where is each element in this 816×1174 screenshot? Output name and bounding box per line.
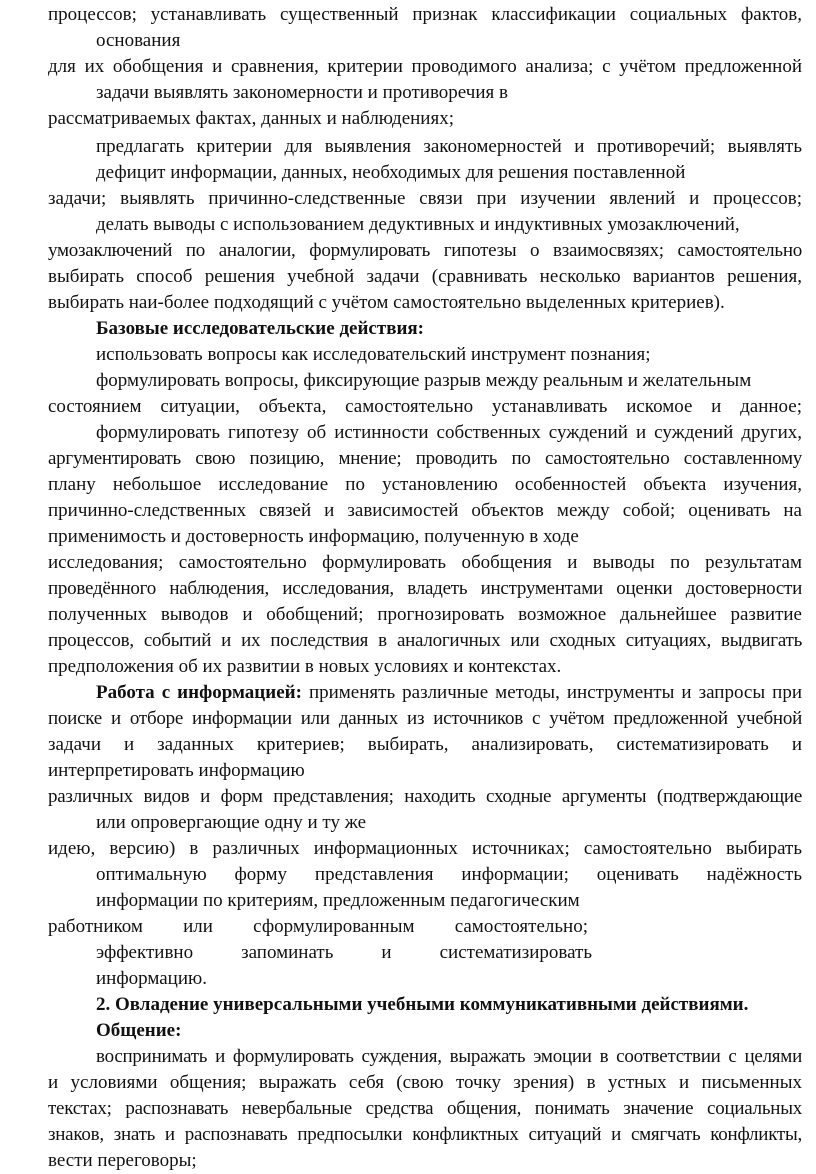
text-line: знаков, знать и распознавать предпосылки конфликтных ситуаций и смягчать конфликты, [48, 1124, 802, 1145]
text-line: основания [96, 30, 181, 51]
text-line: формулировать вопросы, фиксирующие разрыв между реальным и желательным [96, 370, 752, 391]
text-line: или опровергающие одну и ту же [96, 812, 366, 833]
text-line: аргументировать свою позицию, мнение; проводить по самостоятельно составленному [48, 448, 802, 469]
text-line: эффективно запоминать и систематизировать [96, 942, 592, 963]
text-line: процессов; устанавливать существенный признак классификации социальных фактов, [48, 4, 802, 25]
text-line [96, 680, 802, 706]
text-line: интерпретировать информацию [48, 760, 305, 781]
section-heading: 2. Овладение универсальными учебными коммуникативными действиями. [96, 994, 749, 1015]
text-line: состоянием ситуации, объекта, самостоятельно устанавливать искомое и данное; [48, 396, 802, 417]
text-line: идею, версию) в различных информационных источниках; самостоятельно выбирать [48, 838, 802, 859]
text-line: и условиями общения; выражать себя (свою точку зрения) в устных и письменных [48, 1072, 802, 1093]
text-line: выбирать наи-более подходящий с учётом самостоятельно выделенных критериев). [48, 292, 725, 313]
section-heading-inline: Работа с информацией: [96, 682, 302, 703]
text-line: рассматриваемых фактах, данных и наблюдениях; [48, 108, 454, 129]
text-line: умозаключений по аналогии, формулировать гипотезы о взаимосвязях; самостоятельно [48, 240, 802, 261]
text-line: проведённого наблюдения, исследования, владеть инструментами оценки достоверности [48, 578, 802, 599]
text-line: поиске и отборе информации или данных из источников с учётом предложенной учебной [48, 708, 802, 729]
text-line: предположения об их развитии в новых условиях и контекстах. [48, 656, 562, 677]
text-line: причинно-следственных связей и зависимостей объектов между собой; оценивать на [48, 500, 802, 521]
text-line: исследования; самостоятельно формулировать обобщения и выводы по результатам [48, 552, 802, 573]
text-span: применять различные методы, инструменты и запросы при [301, 682, 802, 703]
text-line: использовать вопросы как исследовательский инструмент познания; [96, 344, 651, 365]
section-heading: Базовые исследовательские действия: [96, 318, 425, 339]
text-line: для их обобщения и сравнения, критерии проводимого анализа; с учётом предложенной [48, 56, 802, 77]
text-line: процессов, событий и их последствия в аналогичных или сходных ситуациях, выдвигать [48, 630, 802, 651]
section-heading: Общение: [96, 1020, 182, 1041]
text-line: делать выводы с использованием дедуктивных и индуктивных умозаключений, [96, 214, 740, 235]
text-line: задачи; выявлять причинно-следственные связи при изучении явлений и процессов; [48, 188, 802, 209]
text-line: работником или сформулированным самостоятельно; [48, 916, 588, 937]
text-line: дефицит информации, данных, необходимых для решения поставленной [96, 162, 686, 183]
text-line: применимость и достоверность информацию, полученную в ходе [48, 526, 579, 547]
text-line: информации по критериям, предложенным педагогическим [96, 890, 580, 911]
text-line: воспринимать и формулировать суждения, выражать эмоции в соответствии с целями [96, 1046, 802, 1067]
text-line: выбирать способ решения учебной задачи (сравнивать несколько вариантов решения, [48, 266, 802, 287]
text-line: информацию. [96, 968, 207, 989]
text-line: плану небольшое исследование по установлению особенностей объекта изучения, [48, 474, 802, 495]
text-line: задачи выявлять закономерности и противоречия в [96, 82, 508, 103]
text-line: задачи и заданных критериев; выбирать, анализировать, систематизировать и [48, 734, 802, 755]
text-line: полученных выводов и обобщений; прогнозировать возможное дальнейшее развитие [48, 604, 802, 625]
text-line: формулировать гипотезу об истинности собственных суждений и суждений других, [96, 422, 802, 443]
text-line: вести переговоры; [48, 1150, 197, 1171]
text-line: оптимальную форму представления информации; оценивать надёжность [96, 864, 802, 885]
text-line: текстах; распознавать невербальные средства общения, понимать значение социальных [48, 1098, 802, 1119]
text-line: различных видов и форм представления; находить сходные аргументы (подтверждающие [48, 786, 802, 807]
text-line: предлагать критерии для выявления закономерностей и противоречий; выявлять [96, 136, 802, 157]
